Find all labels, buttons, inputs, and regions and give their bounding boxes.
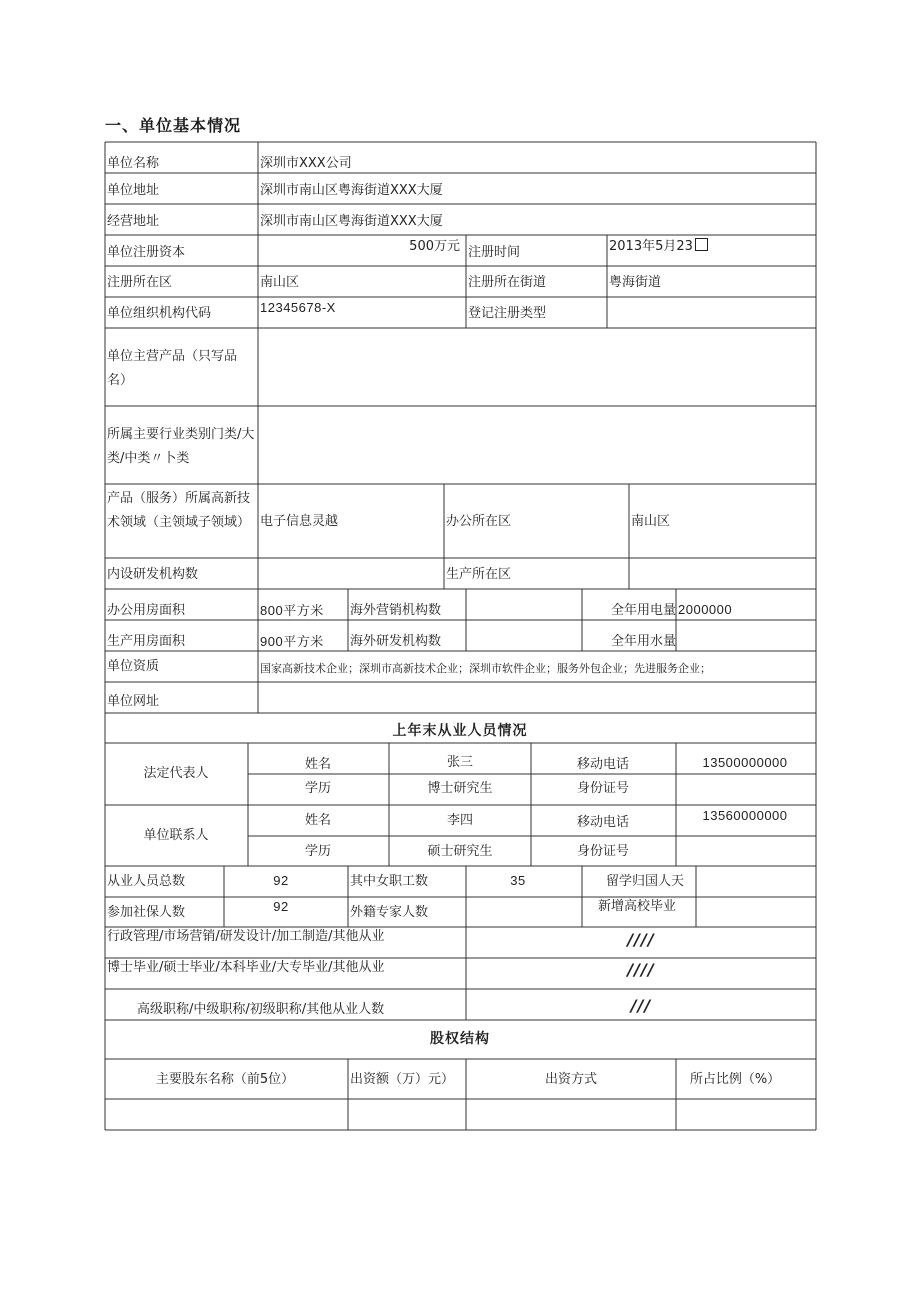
- production-area-value[interactable]: 900平方米: [260, 634, 324, 649]
- business-address-value[interactable]: 深圳市南山区粤海街道XXX大厦: [260, 214, 443, 229]
- org-code-value[interactable]: 12345678-X: [260, 300, 336, 315]
- contact-phone-label: 移动电话: [576, 815, 630, 830]
- contact-phone-value[interactable]: 13560000000: [702, 808, 788, 823]
- overseas-rd-label: 海外研发机构数: [350, 634, 442, 649]
- business-address-label: 经营地址: [107, 214, 160, 229]
- equity-section-heading: 股权结构: [430, 1031, 490, 1047]
- degree-breakdown-value[interactable]: ////: [627, 960, 655, 979]
- overseas-rd-input[interactable]: [469, 624, 579, 646]
- placeholder-box-icon: [695, 238, 708, 251]
- industry-label: 所属主要行业类别门类/大类/中类〃卜类: [107, 427, 255, 466]
- foreign-experts-input[interactable]: [469, 901, 579, 923]
- legal-rep-phone-value[interactable]: 13500000000: [702, 755, 788, 770]
- rd-count-label: 内设研发机构数: [107, 567, 199, 582]
- new-graduates-input[interactable]: [699, 901, 813, 923]
- equity-col-ratio: 所占比例（%）: [689, 1072, 781, 1087]
- office-district-value[interactable]: 南山区: [631, 514, 671, 529]
- overseas-sales-input[interactable]: [469, 593, 579, 615]
- registered-street-label: 注册所在街道: [468, 275, 547, 290]
- legal-rep-id-input[interactable]: [679, 778, 813, 800]
- equity-amount-input[interactable]: [351, 1103, 463, 1125]
- equity-method-input[interactable]: [469, 1103, 673, 1125]
- legal-rep-phone-label: 移动电话: [576, 757, 630, 772]
- equity-col-method: 出资方式: [544, 1072, 598, 1087]
- contact-label: 单位联系人: [143, 828, 209, 843]
- registration-date-label: 注册时间: [468, 245, 521, 260]
- equity-col-shareholder: 主要股东名称（前5位）: [155, 1072, 295, 1087]
- title-breakdown-label: 高级职称/中级职称/初级职称/其他从业人数: [137, 1002, 385, 1017]
- registration-type-label: 登记注册类型: [468, 306, 547, 321]
- insured-staff-value[interactable]: 92: [273, 899, 289, 914]
- dept-breakdown-value[interactable]: ////: [627, 930, 655, 949]
- water-input[interactable]: [679, 624, 813, 646]
- main-products-label: 单位主营产品（只写品名）: [107, 349, 238, 388]
- website-label: 单位网址: [107, 694, 160, 709]
- legal-rep-name-label: 姓名: [304, 757, 332, 772]
- office-area-label: 办公用房面积: [107, 603, 186, 618]
- degree-breakdown-label: 博士毕业/硕士毕业/本科毕业/大专毕业/其他从业: [107, 960, 385, 975]
- website-input[interactable]: [261, 686, 811, 708]
- registered-capital-value[interactable]: 500万元: [409, 239, 460, 254]
- returnee-input[interactable]: [699, 870, 813, 892]
- legal-rep-name-value[interactable]: 张三: [446, 755, 474, 770]
- registered-district-value[interactable]: 南山区: [260, 275, 300, 290]
- contact-id-input[interactable]: [679, 840, 813, 862]
- electricity-label: 全年用电量: [610, 603, 676, 618]
- foreign-experts-label: 外籍专家人数: [350, 905, 429, 920]
- legal-rep-id-label: 身份证号: [576, 781, 630, 796]
- contact-name-value[interactable]: 李四: [446, 813, 474, 828]
- unit-name-value[interactable]: 深圳市XXX公司: [260, 156, 352, 171]
- returnee-label: 留学归国人天: [606, 874, 685, 889]
- registration-date-value: 2013年5月23: [609, 239, 693, 254]
- unit-address-value[interactable]: 深圳市南山区粤海街道XXX大厦: [260, 183, 443, 198]
- insured-staff-label: 参加社保人数: [107, 905, 186, 920]
- registration-date-field[interactable]: [609, 238, 708, 255]
- production-area-label: 生产用房面积: [107, 634, 186, 649]
- equity-shareholder-input[interactable]: [108, 1103, 344, 1125]
- tech-field-value[interactable]: 电子信息灵越: [260, 514, 339, 529]
- new-graduates-label: 新增高校毕业: [598, 899, 677, 914]
- production-district-input[interactable]: [632, 562, 812, 584]
- production-district-label: 生产所在区: [446, 567, 512, 582]
- dept-breakdown-label: 行政管理/市场营销/研发设计/加工制造/其他从业: [107, 929, 385, 944]
- industry-input[interactable]: [261, 410, 811, 480]
- unit-address-label: 单位地址: [107, 183, 160, 198]
- contact-name-label: 姓名: [304, 813, 332, 828]
- contact-edu-value[interactable]: 硕士研究生: [427, 844, 493, 859]
- female-staff-label: 其中女职工数: [350, 874, 429, 889]
- total-staff-label: 从业人员总数: [107, 874, 186, 889]
- org-code-label: 单位组织机构代码: [107, 306, 212, 321]
- total-staff-value[interactable]: 92: [273, 873, 289, 888]
- equity-ratio-input[interactable]: [679, 1103, 813, 1125]
- contact-edu-label: 学历: [304, 844, 332, 859]
- registered-district-label: 注册所在区: [107, 275, 173, 290]
- contact-id-label: 身份证号: [576, 844, 630, 859]
- qualification-value[interactable]: 国家高新技术企业；深圳市高新技术企业；深圳市软件企业；服务外包企业；先进服务企业；: [260, 662, 711, 675]
- legal-rep-edu-label: 学历: [304, 781, 332, 796]
- legal-rep-label: 法定代表人: [143, 766, 209, 781]
- legal-rep-edu-value[interactable]: 博士研究生: [427, 781, 493, 796]
- unit-name-label: 单位名称: [107, 156, 160, 171]
- office-district-label: 办公所在区: [446, 514, 512, 529]
- rd-count-input[interactable]: [261, 562, 441, 584]
- electricity-value[interactable]: 2000000: [678, 602, 733, 617]
- title-breakdown-value[interactable]: ///: [630, 996, 652, 1015]
- equity-col-amount: 出资额（万）元）: [349, 1072, 455, 1087]
- qualification-label: 单位资质: [107, 659, 160, 674]
- main-products-input[interactable]: [261, 332, 811, 402]
- page-title: 一、单位基本情况: [105, 116, 242, 135]
- registration-type-input[interactable]: [610, 300, 810, 322]
- female-staff-value[interactable]: 35: [510, 873, 526, 888]
- registered-capital-label: 单位注册资本: [107, 245, 186, 260]
- office-area-value[interactable]: 800平方米: [260, 603, 324, 618]
- staff-section-heading: 上年末从业人员情况: [392, 723, 528, 739]
- tech-field-label: 产品（服务）所属高新技术领域（主领域子领域）: [107, 491, 251, 530]
- overseas-sales-label: 海外营销机构数: [350, 603, 442, 618]
- water-label: 全年用水量: [610, 634, 676, 649]
- registered-street-value[interactable]: 粤海街道: [609, 275, 662, 290]
